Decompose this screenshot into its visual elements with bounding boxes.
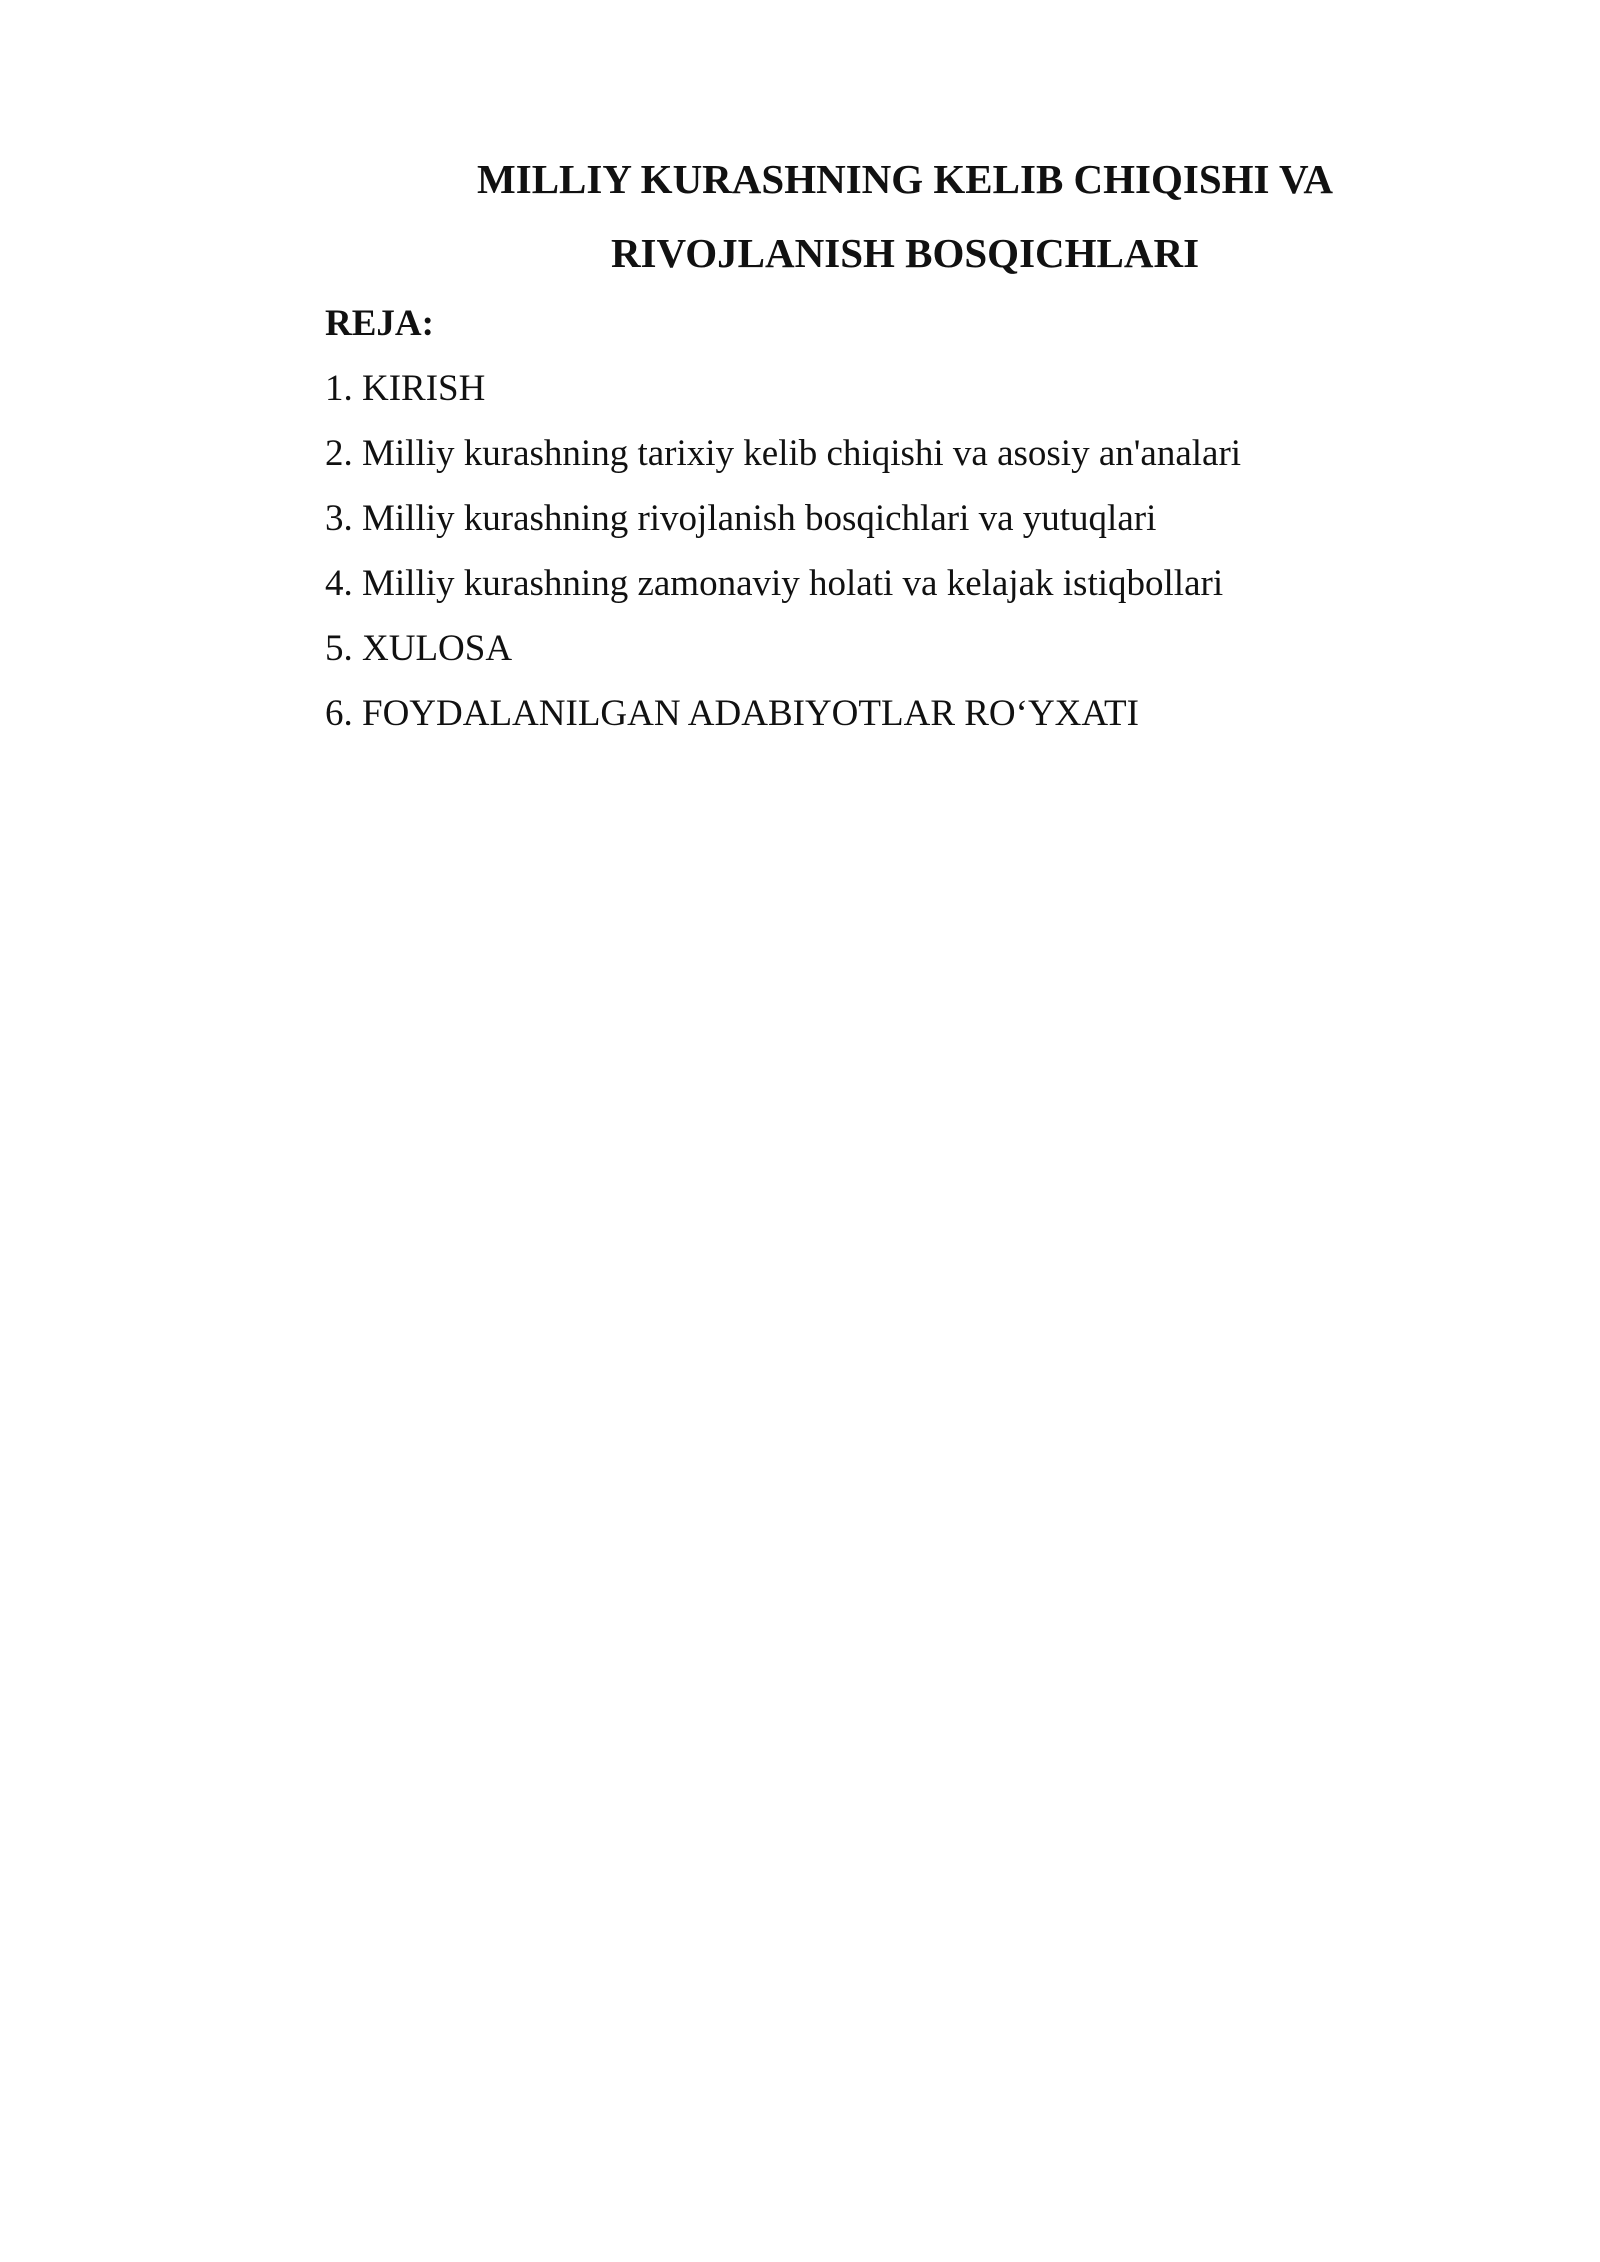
plan-list	[325, 367, 1241, 757]
document-title-line-2: RIVOJLANISH BOSQICHLARI	[610, 230, 1200, 276]
plan-item-development-stages: 3. Milliy kurashning rivojlanish bosqichlari va yutuqlari	[325, 498, 1157, 539]
document-title-line-1: MILLIY KURASHNING KELIB CHIQISHI VA	[477, 156, 1333, 202]
plan-item-modern-state: 4. Milliy kurashning zamonaviy holati va kelajak istiqbollari	[325, 563, 1224, 604]
plan-item-historical-origins: 2. Milliy kurashning tarixiy kelib chiqishi va asosiy an'analari	[325, 433, 1242, 474]
plan-heading: REJA:	[325, 303, 434, 344]
plan-item-introduction: 1. KIRISH	[325, 368, 486, 409]
plan-item-references: 6. FOYDALANILGAN ADABIYOTLAR RO‘YXATI	[325, 693, 1139, 734]
plan-item-conclusion: 5. XULOSA	[325, 628, 513, 669]
